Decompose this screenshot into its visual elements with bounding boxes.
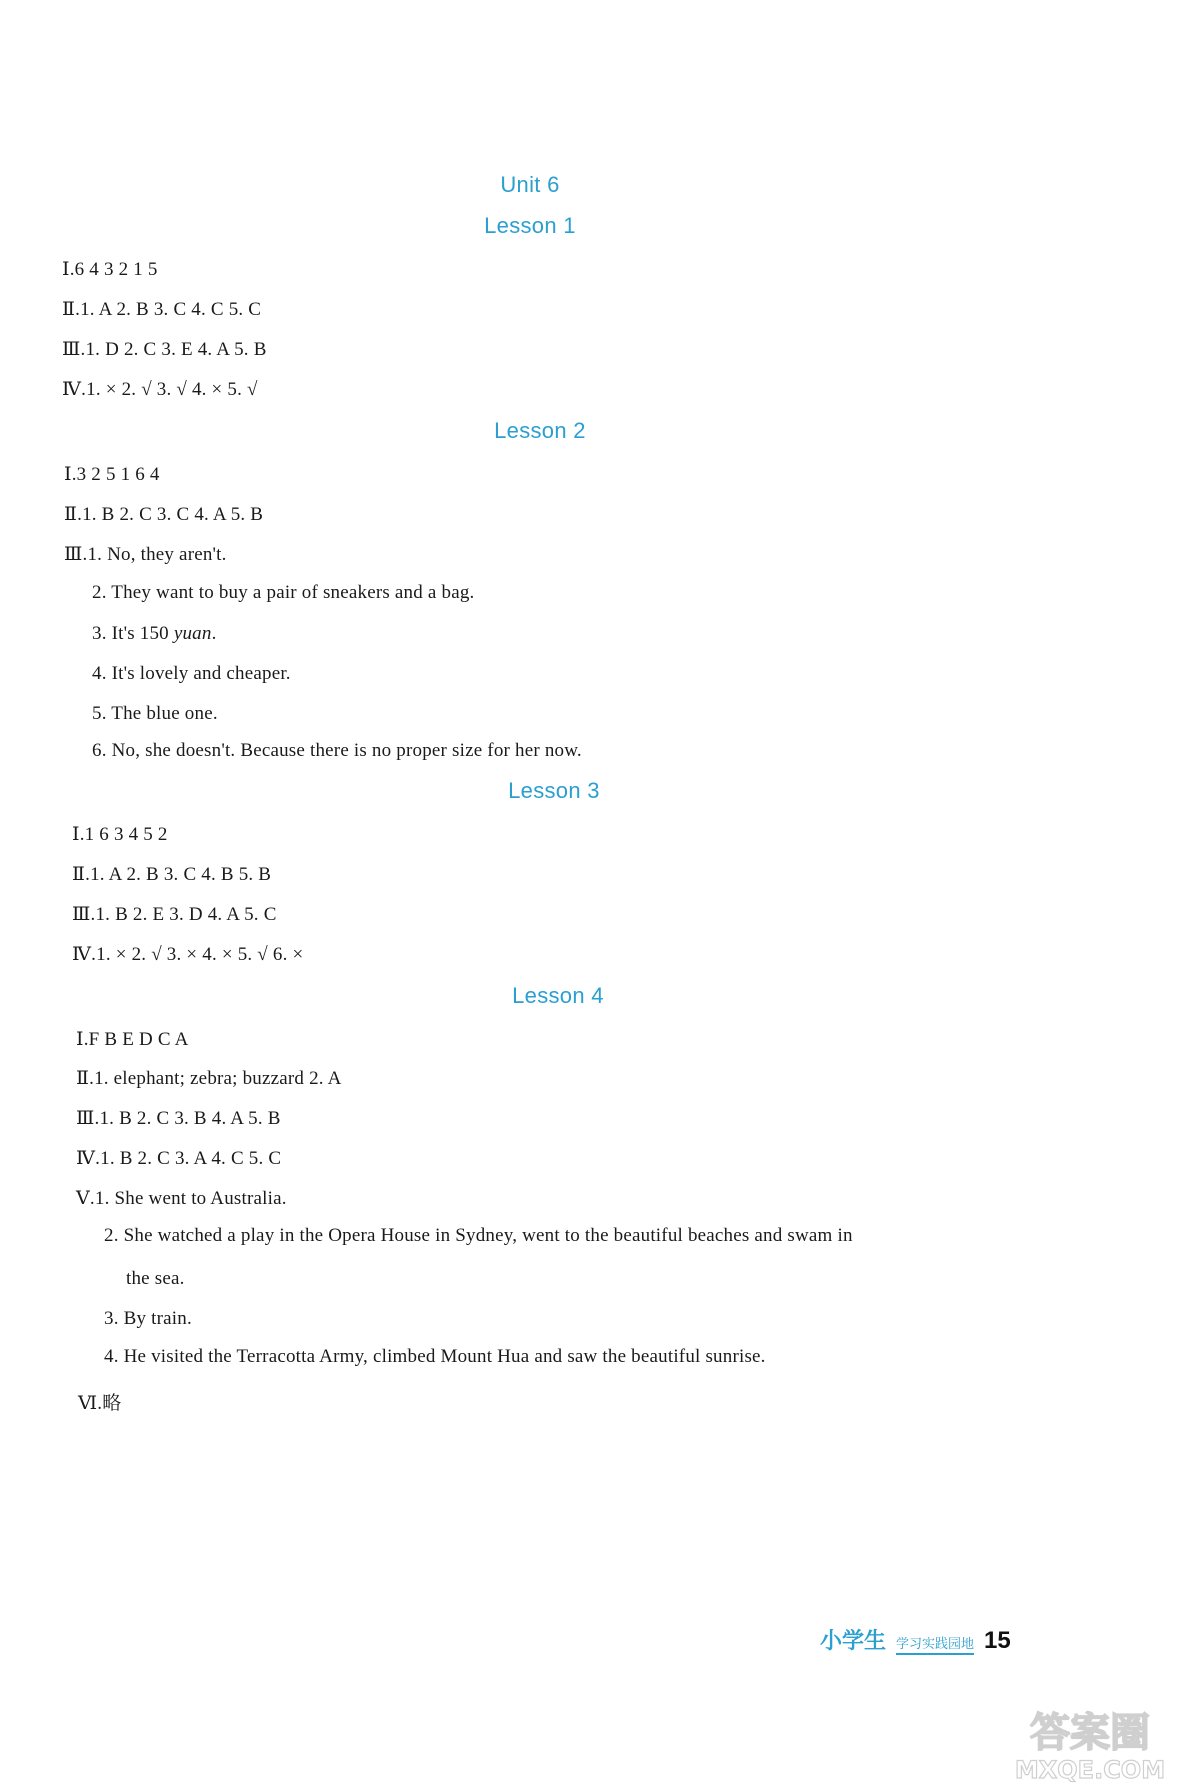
lesson-2-answer-5: 3. It's 150 yuan. [92,623,217,644]
lesson-4-title: Lesson 4 [512,983,604,1008]
lesson-2-answer-1: Ⅰ.3 2 5 1 6 4 [64,464,160,485]
lesson-4-answer-9: 4. He visited the Terracotta Army, climbed Mount Hua and saw the beautiful sunrise. [104,1346,766,1367]
lesson-1-title: Lesson 1 [484,213,576,238]
lesson-4-answer-7: the sea. [126,1268,185,1289]
lesson-2-answer-7: 5. The blue one. [92,703,218,724]
lesson-4-answer-6: 2. She watched a play in the Opera House in Sydney, went to the beautiful beaches and swam in [104,1225,853,1246]
lesson-2-answer-8: 6. No, she doesn't. Because there is no proper size for her now. [92,740,582,761]
lesson-2-answer-2: Ⅱ.1. B 2. C 3. C 4. A 5. B [64,504,264,525]
lesson-1-answer-4: Ⅳ.1. × 2. √ 3. √ 4. × 5. √ [62,379,258,400]
lesson-3-answer-3: Ⅲ.1. B 2. E 3. D 4. A 5. C [72,904,277,925]
lesson-4-answer-8: 3. By train. [104,1308,192,1329]
lesson-3-answer-2: Ⅱ.1. A 2. B 3. C 4. B 5. B [72,864,272,885]
unit-title: Unit 6 [500,172,560,197]
lesson-3-answer-1: Ⅰ.1 6 3 4 5 2 [72,824,168,845]
lesson-4-answer-3: Ⅲ.1. B 2. C 3. B 4. A 5. B [76,1108,281,1129]
lesson-2-title: Lesson 2 [494,418,586,443]
watermark-logo [995,1704,1185,1784]
lesson-1-answer-1: Ⅰ.6 4 3 2 1 5 [62,259,158,280]
footer-subtitle: 学习实践园地 [896,1633,974,1655]
lesson-4-answer-4: Ⅳ.1. B 2. C 3. A 4. C 5. C [76,1148,282,1169]
lesson-4-answer-10: Ⅵ.略 [78,1393,122,1414]
lesson-4-answer-1: Ⅰ.F B E D C A [76,1029,189,1050]
svg-text:答案圈: 答案圈 [1030,1710,1150,1756]
page-number: 15 [984,1627,1011,1654]
lesson-3-title: Lesson 3 [508,778,600,803]
lesson-2-answer-4: 2. They want to buy a pair of sneakers and a bag. [92,582,475,603]
currency-unit: yuan [173,623,212,644]
lesson-1-answer-2: Ⅱ.1. A 2. B 3. C 4. C 5. C [62,299,262,320]
lesson-4-answer-2: Ⅱ.1. elephant; zebra; buzzard 2. A [76,1068,342,1089]
page-footer [820,1624,1011,1655]
lesson-1-answer-3: Ⅲ.1. D 2. C 3. E 4. A 5. B [62,339,267,360]
footer-brand: 小学生 [820,1629,887,1654]
svg-text:MXQE.COM: MXQE.COM [1014,1756,1166,1784]
lesson-2-answer-3: Ⅲ.1. No, they aren't. [64,544,227,565]
lesson-4-answer-5: Ⅴ.1. She went to Australia. [76,1188,287,1209]
lesson-2-answer-6: 4. It's lovely and cheaper. [92,663,291,684]
lesson-3-answer-4: Ⅳ.1. × 2. √ 3. × 4. × 5. √ 6. × [72,944,304,965]
